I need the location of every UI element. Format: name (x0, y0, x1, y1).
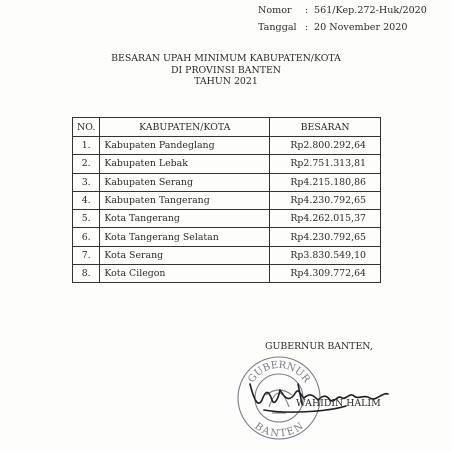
table-row (73, 137, 381, 155)
row-value: Rp4.215.180,86 (270, 173, 381, 191)
table-row (73, 155, 381, 173)
nomor-separator: : (305, 5, 309, 16)
table-row (73, 246, 381, 264)
row-name: Kota Cilegon (100, 265, 270, 283)
row-no: 1. (73, 137, 100, 155)
row-name: Kabupaten Serang (100, 173, 270, 191)
row-value: Rp4.230.792,65 (270, 191, 381, 209)
row-no: 3. (73, 173, 100, 191)
table-header-row (73, 118, 381, 137)
tanggal-row (258, 19, 427, 36)
nomor-row (258, 2, 427, 19)
row-name: Kabupaten Lebak (100, 155, 270, 173)
row-no: 4. (73, 191, 100, 209)
header-no: NO. (73, 118, 100, 137)
table-row (73, 173, 381, 191)
row-no: 5. (73, 210, 100, 228)
row-no: 6. (73, 228, 100, 246)
seal-top-text: GUBERNUR (246, 359, 312, 385)
table-row (73, 210, 381, 228)
title-line-3: TAHUN 2021 (194, 76, 258, 87)
row-value: Rp4.262.015,37 (270, 210, 381, 228)
table-row (73, 265, 381, 283)
governor-name: WAHIDIN HALIM (296, 398, 381, 409)
tanggal-separator: : (305, 22, 309, 33)
row-name: Kota Serang (100, 246, 270, 264)
document-title (0, 53, 452, 88)
wage-table (72, 117, 381, 283)
governor-title: GUBERNUR BANTEN, (265, 341, 373, 352)
row-value: Rp2.800.292,64 (270, 137, 381, 155)
row-no: 7. (73, 246, 100, 264)
nomor-value: 561/Kep.272-Huk/2020 (314, 5, 427, 16)
nomor-label: Nomor (258, 5, 292, 16)
document-meta (258, 2, 427, 36)
tanggal-label: Tanggal (258, 22, 297, 33)
row-value: Rp2.751.313,81 (270, 155, 381, 173)
row-value: Rp3.830.549,10 (270, 246, 381, 264)
title-line-2: DI PROVINSI BANTEN (170, 64, 282, 76)
seal-bottom-text: BANTEN (252, 420, 306, 440)
row-value: Rp4.230.792,65 (270, 228, 381, 246)
row-no: 8. (73, 265, 100, 283)
handwritten-signature (246, 370, 396, 420)
row-name: Kota Tangerang (100, 210, 270, 228)
table-row (73, 191, 381, 209)
table-row (73, 228, 381, 246)
tanggal-value: 20 November 2020 (314, 22, 408, 33)
row-name: Kabupaten Tangerang (100, 191, 270, 209)
row-name: Kabupaten Pandeglang (100, 137, 270, 155)
row-name: Kota Tangerang Selatan (100, 228, 270, 246)
header-kabupaten-kota: KABUPATEN/KOTA (100, 118, 270, 137)
row-no: 2. (73, 155, 100, 173)
row-value: Rp4.309.772,64 (270, 265, 381, 283)
header-besaran: BESARAN (270, 118, 381, 137)
title-line-1: BESARAN UPAH MINIMUM KABUPATEN/KOTA (111, 53, 341, 64)
